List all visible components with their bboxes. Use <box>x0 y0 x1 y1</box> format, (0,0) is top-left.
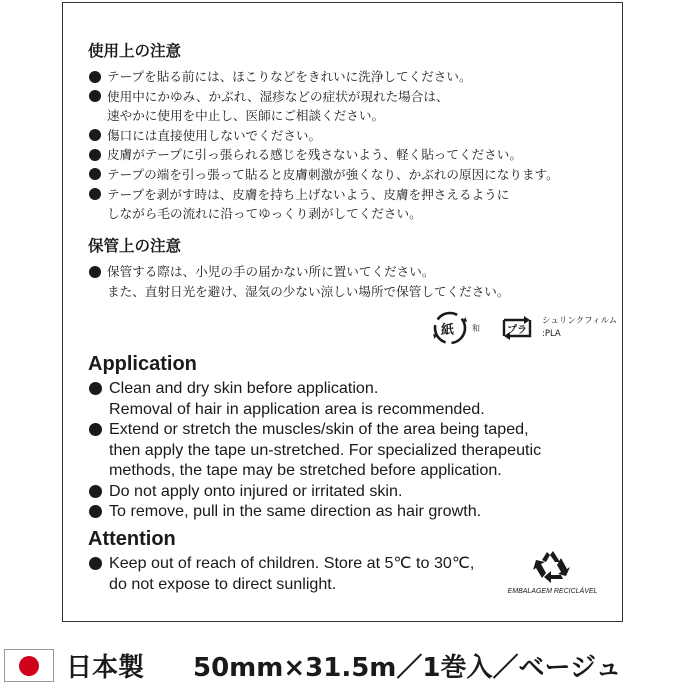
origin-label: 日本製 <box>66 653 145 683</box>
flag-sun <box>19 656 39 676</box>
shrink-film-material: :PLA <box>542 329 561 339</box>
en-application-line: Clean and dry skin before application. <box>109 379 379 397</box>
en-application-section <box>88 352 541 522</box>
shrink-film-label: シュリンクフィルム <box>542 316 618 326</box>
jp-usage-item <box>88 165 559 185</box>
jp-usage-item <box>88 126 559 146</box>
jp-usage-item <box>88 185 559 224</box>
jp-storage-item <box>88 262 510 301</box>
jp-storage-line: また、直射日光を避け、湿気の少ない涼しい場所で保管してください。 <box>107 283 510 299</box>
en-attention-section <box>88 527 474 594</box>
en-application-item <box>88 481 541 502</box>
recycle-icon <box>533 548 573 586</box>
bullet-icon <box>89 129 101 141</box>
paper-note-text: 和 <box>472 324 480 333</box>
bullet-icon <box>89 382 102 395</box>
en-attention-item <box>88 553 474 594</box>
en-application-item <box>88 419 541 481</box>
en-application-line: Extend or stretch the muscles/skin of the area being taped, <box>109 420 529 438</box>
bullet-icon <box>89 266 101 278</box>
jp-storage-heading: 保管上の注意 <box>88 237 182 255</box>
en-application-line: Removal of hair in application area is recommended. <box>109 399 485 418</box>
bullet-icon <box>89 485 102 498</box>
en-attention-line: do not expose to direct sunlight. <box>109 574 337 593</box>
jp-storage-line: 保管する際は、小児の手の届かない所に置いてください。 <box>107 264 435 279</box>
en-application-line: then apply the tape un-stretched. For specialized therapeutic <box>109 440 542 459</box>
recyclable-packaging-mark <box>505 548 600 598</box>
jp-usage-line: 使用中にかゆみ、かぶれ、湿疹などの症状が現れた場合は、 <box>107 88 449 104</box>
bullet-icon <box>89 149 101 161</box>
en-attention-list <box>88 553 474 594</box>
jp-usage-line: テープを貼る前には、ほこりなどをきれいに洗浄してください。 <box>107 69 472 84</box>
bullet-icon <box>89 557 102 570</box>
jp-usage-section <box>88 41 559 224</box>
bullet-icon <box>89 188 101 200</box>
jp-usage-item <box>88 145 559 165</box>
plastic-symbol-text: プラ <box>507 325 527 336</box>
japan-flag-icon <box>4 649 54 682</box>
jp-usage-line: しながら毛の流れに沿ってゆっくり剥がしてください。 <box>107 206 422 222</box>
jp-storage-list <box>88 262 510 301</box>
jp-usage-item <box>88 67 559 87</box>
paper-symbol-text: 紙 <box>441 323 455 338</box>
bullet-icon <box>89 90 101 102</box>
bullet-icon <box>89 423 102 436</box>
bullet-icon <box>89 505 102 518</box>
jp-storage-section <box>88 236 510 301</box>
jp-usage-line: 速やかに使用を中止し、医師にご相談ください。 <box>107 108 385 124</box>
jp-usage-line: テープの端を引っ張って貼ると皮膚刺激が強くなり、かぶれの原因になります。 <box>107 166 559 182</box>
en-application-line: To remove, pull in the same direction as hair growth. <box>109 502 482 520</box>
jp-usage-heading: 使用上の注意 <box>88 42 182 60</box>
en-application-line: methods, the tape may be stretched before application. <box>109 461 502 479</box>
jp-usage-line: テープを剥がす時は、皮膚を持ち上げないよう、皮膚を押さえるように <box>107 186 510 202</box>
en-application-item <box>88 378 541 419</box>
en-application-line: Do not apply onto injured or irritated skin. <box>109 481 403 500</box>
bullet-icon <box>89 168 101 180</box>
en-application-item <box>88 501 541 522</box>
recycling-marks <box>432 310 618 348</box>
en-application-list <box>88 378 541 522</box>
jp-usage-line: 傷口には直接使用しないでください。 <box>107 127 322 143</box>
jp-usage-list <box>88 67 559 224</box>
en-attention-line: Keep out of reach of children. Store at 5℃ to 30℃, <box>109 554 475 572</box>
jp-usage-line: 皮膚がテープに引っ張られる感じを残さないよう、軽く貼ってください。 <box>107 147 522 163</box>
product-spec: 50mm×31.5m／1巻入／ベージュ <box>193 653 622 683</box>
product-footer <box>0 645 679 690</box>
bullet-icon <box>89 71 101 83</box>
jp-usage-item <box>88 87 559 126</box>
recycle-label: EMBALAGEM RECICLÁVEL <box>507 588 598 595</box>
en-attention-heading: Attention <box>88 528 176 550</box>
en-application-heading: Application <box>88 353 197 375</box>
